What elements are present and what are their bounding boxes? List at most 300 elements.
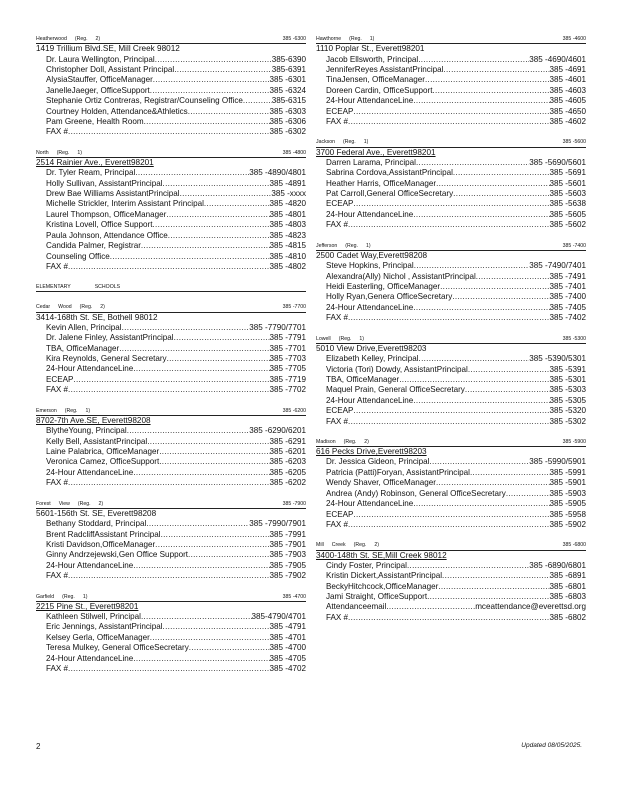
contact-phone: 385 -5602 — [549, 220, 586, 230]
dot-leader — [153, 75, 270, 85]
school-name-part: 1) — [363, 139, 369, 146]
contact-phone: 385 -6290/6201 — [249, 426, 306, 436]
school-name-part: (Reg. — [64, 407, 78, 414]
contact-phone: 385-4790/4701 — [251, 612, 306, 622]
contact-name: FAX # — [46, 127, 69, 137]
contact-phone: 385 -4700 — [269, 643, 306, 653]
school-entry — [316, 336, 586, 427]
contact-name: Eric Jennings, AssistantPrincipal — [46, 622, 163, 632]
school-header — [316, 439, 586, 447]
contact-name: ECEAP — [326, 406, 354, 416]
school-name-part: 2) — [98, 500, 104, 507]
school-name — [36, 408, 98, 415]
contact-list — [316, 561, 586, 623]
school-header — [316, 243, 586, 251]
contact-phone: 385 -7405 — [549, 302, 586, 312]
contact-phone: 385 -7991 — [269, 529, 306, 539]
contact-row — [326, 406, 586, 416]
dot-leader — [68, 262, 269, 272]
school-address: 3400-148th St. SE,Mill Creek 98012 — [316, 550, 447, 560]
contact-phone: 385 -4702 — [269, 664, 306, 674]
contact-name: FAX # — [326, 116, 349, 126]
contact-row — [326, 272, 586, 282]
contact-phone: 385 -7905 — [269, 560, 306, 570]
school-address: 2215 Pine St., Everett98201 — [36, 601, 139, 611]
contact-row — [46, 561, 306, 571]
dot-leader — [413, 396, 549, 406]
dot-leader — [386, 602, 475, 612]
contact-phone: 385 -5305 — [549, 395, 586, 405]
school-name — [36, 594, 95, 601]
contact-name: Kira Reynolds, General Secretary — [46, 354, 167, 364]
school-name-part: 1) — [77, 149, 82, 156]
contact-row — [326, 468, 586, 478]
contact-phone: 385 -7702 — [269, 385, 306, 395]
school-name — [36, 304, 113, 311]
contact-name: Bethany Stoddard, Principal — [46, 519, 147, 529]
contact-row — [46, 127, 306, 137]
school-name — [36, 501, 111, 508]
contact-row — [326, 499, 586, 509]
dot-leader — [468, 365, 550, 375]
school-name-part: (Reg. — [343, 438, 357, 445]
school-name-part: (Reg. — [353, 542, 367, 549]
contact-row — [46, 323, 306, 333]
school-address: 616 Pecks Drive,Everett98203 — [316, 447, 427, 457]
contact-name: ECEAP — [326, 509, 354, 519]
dot-leader — [189, 643, 270, 653]
contact-phone: 385 -5905 — [549, 499, 586, 509]
contact-row — [326, 613, 586, 623]
school-main-phone: 385 -5900 — [562, 438, 586, 445]
contact-name: Candida Palmer, Registrar — [46, 241, 141, 251]
contact-name: 24-Hour AttendanceLine — [46, 560, 134, 570]
school-name-part: Hawthorne — [316, 36, 342, 42]
dot-leader — [146, 519, 249, 529]
contact-list — [36, 519, 306, 581]
dot-leader — [133, 364, 269, 374]
contact-phone: 385 -5301 — [549, 374, 586, 384]
dot-leader — [476, 272, 550, 282]
contact-phone: 385 -6301 — [269, 75, 306, 85]
school-entry — [36, 150, 306, 273]
contact-name: Michelle Strickler, Interim Assistant Principal — [46, 199, 204, 209]
contact-row — [326, 282, 586, 292]
contact-row — [326, 510, 586, 520]
school-name-part: (Reg. — [343, 139, 356, 146]
contact-name: Dr. Jalene Finley, AssistantPrincipal — [46, 333, 174, 343]
dot-leader — [167, 354, 270, 364]
contact-name: Dr. Laura Wellington, Principal — [46, 54, 155, 64]
dot-leader — [161, 530, 270, 540]
dot-leader — [68, 385, 269, 395]
contact-list — [36, 426, 306, 488]
school-address: 2500 Cadet Way,Everett98208 — [316, 250, 428, 260]
contact-phone: 385 -7903 — [269, 550, 306, 560]
contact-row — [46, 333, 306, 343]
school-address: 1110 Poplar St., Everett98201 — [316, 44, 425, 54]
dot-leader — [174, 333, 270, 343]
contact-row — [46, 550, 306, 560]
contact-phone: 385-6391 — [271, 64, 306, 74]
contact-phone: 385 -7701 — [269, 343, 306, 353]
contact-name: TinaJensen, OfficeManager — [326, 75, 425, 85]
contact-name: 24-Hour AttendanceLine — [326, 395, 414, 405]
contact-phone: 385 -4803 — [269, 220, 306, 230]
contact-row — [326, 189, 586, 199]
dot-leader — [353, 510, 549, 520]
dot-leader — [429, 457, 529, 467]
contact-row — [326, 199, 586, 209]
dot-leader — [68, 571, 269, 581]
dot-leader — [438, 582, 549, 592]
contact-phone: 385 -5958 — [549, 509, 586, 519]
contact-name: FAX # — [46, 664, 69, 674]
school-name — [316, 542, 387, 549]
contact-row — [326, 478, 586, 488]
dot-leader — [150, 633, 270, 643]
school-name-part: View — [58, 500, 70, 507]
section-title — [36, 284, 306, 292]
contact-name: FAX # — [46, 385, 69, 395]
contact-phone: 385 -7705 — [269, 364, 306, 374]
dot-leader — [443, 65, 549, 75]
school-main-phone: 385 -5600 — [562, 139, 586, 146]
school-main-phone: 385 -4600 — [562, 36, 586, 42]
contact-name: Heather Harris, OfficeManager — [326, 178, 437, 188]
dot-leader — [418, 55, 529, 65]
contact-phone: 385 -4691 — [549, 64, 586, 74]
contact-phone: 385 -7401 — [549, 282, 586, 291]
contact-phone: 385 -6303 — [269, 106, 306, 116]
contact-phone: 385 -6801 — [549, 581, 586, 591]
contact-name: Kelsey Gerla, OfficeManager — [46, 632, 150, 642]
school-address: 8702-7th Ave.SE, Everett98208 — [36, 415, 151, 425]
dot-leader — [414, 261, 530, 271]
contact-list — [36, 612, 306, 674]
contact-name: FAX # — [46, 478, 69, 488]
contact-phone: 385 -7791 — [269, 333, 306, 343]
contact-row — [46, 468, 306, 478]
school-name-part: (Reg. — [349, 36, 362, 42]
dot-leader — [416, 158, 529, 168]
contact-row — [46, 199, 306, 209]
contact-name: Andrea (Andy) Robinson, General OfficeSecretary — [326, 488, 506, 498]
section-title-right: SCHOOLS — [94, 284, 121, 291]
contact-row — [326, 602, 586, 612]
contact-name: 24-Hour AttendanceLine — [326, 302, 414, 312]
school-address: 2514 Rainier Ave., Everett98201 — [36, 158, 154, 168]
contact-phone: 385-6390 — [271, 54, 306, 64]
contact-phone: 385 -5691 — [549, 168, 586, 178]
school-name-part: Mill — [316, 542, 324, 549]
school-header — [36, 304, 306, 312]
contact-row — [326, 396, 586, 406]
contact-row — [46, 75, 306, 85]
school-main-phone: 385 -7900 — [282, 500, 306, 507]
contact-row — [326, 261, 586, 271]
contact-name: AlysiaStauffer, OfficeManager — [46, 75, 153, 85]
contact-phone: 385 -4810 — [269, 251, 306, 261]
contact-name: Victoria (Tori) Dowdy, AssistantPrincipal — [326, 364, 468, 374]
contact-name: Stephanie Ortiz Contreras, Registrar/Counseling Office — [46, 96, 243, 106]
dot-leader — [188, 107, 270, 117]
school-main-phone: 385 -6800 — [562, 542, 586, 549]
contact-row — [326, 489, 586, 499]
contact-name: Kathleen Stilwell, Principal — [46, 612, 141, 622]
dot-leader — [407, 561, 529, 571]
school-entry — [36, 304, 306, 395]
dot-leader — [243, 96, 272, 106]
dot-leader — [68, 478, 269, 488]
contact-phone: 385 -4602 — [549, 116, 586, 126]
school-entry — [316, 439, 586, 530]
dot-leader — [442, 571, 549, 581]
contact-name: Kristina Lovell, Office Support — [46, 220, 153, 230]
contact-phone: 385 -5601 — [549, 178, 586, 188]
school-main-phone: 385 -7400 — [562, 242, 586, 249]
dot-leader — [141, 241, 270, 251]
contact-phone: 385 -7902 — [269, 571, 306, 581]
contact-row — [326, 107, 586, 117]
contact-row — [46, 364, 306, 374]
contact-list — [316, 261, 586, 323]
contact-name: Kristi Davidson,OfficeManager — [46, 539, 156, 549]
contact-row — [326, 520, 586, 530]
contact-row — [326, 592, 586, 602]
contact-row — [326, 313, 586, 323]
contact-name: Doreen Cardin, OfficeSupport — [326, 85, 433, 95]
school-name-part: 2) — [374, 542, 379, 549]
school-address: 5601-156th St. SE, Everett98208 — [36, 508, 157, 518]
contact-row — [46, 633, 306, 643]
school-name-part: 2) — [100, 304, 105, 311]
contact-phone: 385 -4701 — [269, 632, 306, 642]
contact-row — [46, 643, 306, 653]
contact-name: BeckyHitchcock,OfficeManager — [326, 581, 439, 591]
contact-phone: 385 -6803 — [549, 592, 586, 602]
school-name — [316, 243, 379, 250]
contact-row — [326, 86, 586, 96]
contact-row — [326, 96, 586, 106]
contact-name: Maquel Prain, General OfficeSecretary — [326, 385, 465, 395]
contact-phone: 385 -5902 — [549, 519, 586, 529]
contact-list — [36, 55, 306, 138]
contact-phone: 385 -6890/6801 — [529, 560, 586, 570]
contact-phone: 385 -7703 — [269, 354, 306, 364]
contact-phone: 385 -6302 — [269, 127, 306, 137]
dot-leader — [452, 292, 549, 302]
contact-row — [46, 252, 306, 262]
contact-name: Alexandra(Ally) Nichol , AssistantPrincipal — [326, 271, 476, 281]
contact-phone: 385 -6891 — [549, 571, 586, 581]
contact-phone: 385 -6291 — [269, 436, 306, 446]
updated-date: Updated 08/05/2025. — [521, 742, 582, 749]
contact-row — [46, 168, 306, 178]
contact-row — [46, 457, 306, 467]
contact-phone: 385 -5690/5601 — [529, 157, 586, 167]
contact-phone: 385 -5320 — [549, 406, 586, 416]
school-name-part: (Reg. — [77, 500, 91, 507]
contact-row — [46, 107, 306, 117]
contact-name: ECEAP — [46, 374, 74, 384]
contact-phone: 385 -7491 — [549, 271, 586, 281]
contact-list — [316, 158, 586, 231]
contact-phone: 385 -4705 — [269, 653, 306, 663]
school-name-part: Madison — [316, 438, 336, 445]
school-entry — [316, 36, 586, 127]
contact-row — [46, 220, 306, 230]
school-main-phone: 385 -7700 — [282, 304, 306, 311]
contact-row — [46, 530, 306, 540]
school-name — [316, 36, 382, 43]
contact-name: 24-Hour AttendanceLine — [326, 209, 414, 219]
contact-phone: 385 -6324 — [269, 85, 306, 95]
school-entry — [36, 594, 306, 675]
contact-phone: 385 -7402 — [549, 313, 586, 323]
section-title-left: ELEMENTARY — [36, 284, 71, 291]
contact-phone: 385 -4823 — [269, 230, 306, 240]
school-name-part: Lowell — [316, 335, 331, 342]
dot-leader — [432, 86, 549, 96]
school-header — [36, 150, 306, 158]
contact-row — [326, 561, 586, 571]
contact-phone: 385 -4890/4801 — [249, 168, 306, 178]
contact-phone: 385 -4650 — [549, 106, 586, 116]
contact-row — [46, 426, 306, 436]
dot-leader — [465, 385, 550, 395]
contact-name: Dr. Jessica Gideon, Principal — [326, 457, 430, 467]
school-name-part: 1) — [85, 407, 91, 414]
school-name — [316, 139, 376, 146]
contact-phone: 385 -4815 — [269, 241, 306, 251]
contact-name: FAX # — [46, 571, 69, 581]
contact-row — [326, 303, 586, 313]
dot-leader — [174, 65, 272, 75]
contact-name: FAX # — [46, 261, 69, 271]
contact-name: Pam Greene, Health Room — [46, 116, 144, 126]
contact-phone: 385 -6205 — [269, 467, 306, 477]
contact-phone: 385 -7719 — [269, 374, 306, 384]
contact-row — [326, 65, 586, 75]
dot-leader — [73, 375, 269, 385]
contact-name: Kelly Bell, AssistantPrincipal — [46, 436, 148, 446]
contact-name: 24-Hour AttendanceLine — [46, 364, 134, 374]
school-name-part: (Reg. — [79, 304, 93, 311]
contact-name: Steve Hopkins, Principal — [326, 261, 414, 271]
dot-leader — [348, 313, 549, 323]
contact-phone: 385 -4605 — [549, 96, 586, 106]
contact-name: JenniferReyes AssistantPrincipal — [326, 64, 444, 74]
contact-name: ECEAP — [326, 199, 354, 209]
contact-phone: 385 -4802 — [269, 261, 306, 271]
dot-leader — [413, 210, 549, 220]
dot-leader — [163, 622, 270, 632]
dot-leader — [353, 199, 549, 209]
dot-leader — [163, 179, 270, 189]
contact-phone: 385 -5991 — [549, 467, 586, 477]
dot-leader — [122, 323, 250, 333]
school-address: 3414-168th St. SE, Bothell 98012 — [36, 312, 158, 322]
school-entry — [316, 243, 586, 324]
school-header — [316, 336, 586, 344]
contact-row — [326, 385, 586, 395]
contact-row — [326, 365, 586, 375]
school-name-part: (Reg. — [62, 593, 75, 600]
dot-leader — [353, 107, 549, 117]
contact-phone: 385 -6202 — [269, 478, 306, 488]
dot-leader — [436, 179, 549, 189]
contact-row — [46, 65, 306, 75]
school-name-part: 2) — [364, 438, 369, 445]
school-header — [36, 501, 306, 509]
contact-row — [46, 622, 306, 632]
school-name-part: North — [36, 149, 49, 156]
dot-leader — [348, 117, 549, 127]
dot-leader — [133, 654, 269, 664]
dot-leader — [427, 592, 549, 602]
contact-phone: 385 -4601 — [549, 75, 586, 85]
contact-row — [46, 231, 306, 241]
contact-phone: 385 -4820 — [269, 199, 306, 209]
contact-phone: 385 -xxxx — [271, 189, 306, 199]
contact-phone: 385 -6201 — [269, 446, 306, 456]
contact-phone: 385 -4891 — [269, 178, 306, 188]
dot-leader — [453, 189, 549, 199]
dot-leader — [348, 220, 549, 230]
school-name — [36, 36, 108, 43]
contact-row — [46, 571, 306, 581]
contact-phone: 385 -5990/5901 — [529, 457, 586, 467]
school-name-part: (Reg. — [74, 36, 88, 42]
dot-leader — [152, 220, 269, 230]
contact-name: Kevin Allen, Principal — [46, 322, 122, 332]
dot-leader — [188, 550, 270, 560]
contact-name: TBA, OfficeManager — [46, 343, 120, 353]
contact-list — [36, 168, 306, 272]
contact-phone: 385 -7400 — [549, 292, 586, 302]
contact-phone: 385 -5391 — [549, 364, 586, 374]
contact-name: FAX # — [326, 416, 349, 426]
dot-leader — [68, 664, 269, 674]
contact-name: Counseling Office — [46, 251, 110, 261]
contact-name: Drew Bae Williams AssistantPrincipal — [46, 189, 180, 199]
contact-row — [46, 179, 306, 189]
contact-name: TBA, OfficeManager — [326, 374, 400, 384]
dot-leader — [348, 417, 549, 427]
dot-leader — [135, 168, 249, 178]
school-entry — [316, 542, 586, 623]
contact-name: FAX # — [326, 519, 349, 529]
contact-phone: 385 -7990/7901 — [249, 519, 306, 529]
left-column — [36, 36, 306, 686]
school-entry — [36, 501, 306, 582]
contact-phone: 385 -6306 — [269, 116, 306, 126]
contact-row — [46, 437, 306, 447]
dot-leader — [413, 303, 549, 313]
school-header — [316, 139, 586, 147]
dot-leader — [155, 55, 272, 65]
contact-phone: 385 -5303 — [549, 385, 586, 395]
dot-leader — [150, 86, 270, 96]
dot-leader — [353, 406, 549, 416]
school-header — [36, 594, 306, 602]
contact-name: 24-Hour AttendanceLine — [326, 96, 414, 106]
contact-name: Holly Ryan,Genera OfficeSecretary — [326, 292, 453, 302]
contact-name: 24-Hour AttendanceLine — [46, 467, 134, 477]
contact-name: Patricia (Patti)Foryan, AssistantPrincipal — [326, 467, 470, 477]
contact-name: Dr. Tyler Ream, Principal — [46, 168, 136, 178]
